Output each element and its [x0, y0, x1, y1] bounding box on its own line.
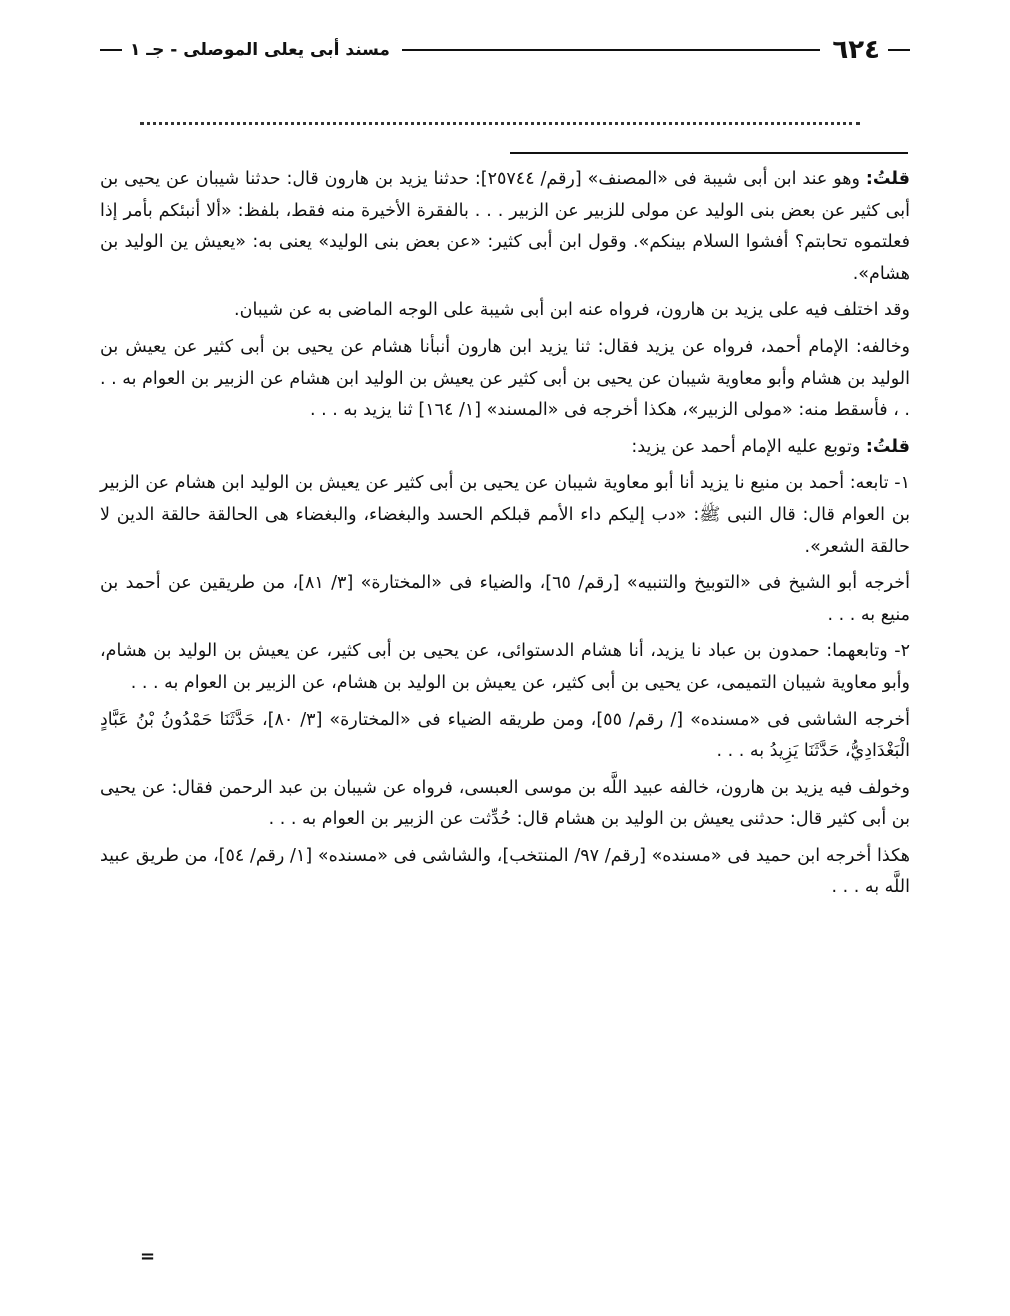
paragraph-text: هكذا أخرجه ابن حميد فى «مسنده» [رقم/ ٩٧/ المنتخب]، والشاشى فى «مسنده» [١/ رقم/ ٥٤]، من طريق عبيد اللَّه به . . . [100, 845, 910, 898]
paragraph-text: ٢- وتابعهما: حمدون بن عباد نا يزيد، أنا هشام الدستوائى، عن يحيى بن أبى كثير، عن يعيش بن الوليد بن هشام، وأبو معاوية شيبان التميمى، عن يحيى بن أبى كثير، عن يعيش بن الوليد بن هشام، عن الزبير بن العوام به . . . [100, 641, 910, 693]
paragraph-text: وخالفه: الإمام أحمد، فرواه عن يزيد فقال: ثنا يزيد ابن هارون أنبأنا هشام عن يحيى بن أبى كثير عن يعيش بن الوليد بن هشام وأبو معاوية شيبان عن يحيى بن أبى كثير عن يعيش بن الوليد ابن هشام عن الزبير بن العوام به . . . ، فأسقط منه: «مولى الزبير»، هكذا أخرجه فى «المسند» [١/ ١٦٤] ثنا يزيد به . . . [100, 336, 910, 421]
paragraph [100, 636, 910, 699]
paragraph-text: وتوبع عليه الإمام أحمد عن يزيد: [631, 436, 866, 457]
paragraph [100, 841, 910, 904]
paragraph-text: وهو عند ابن أبى شيبة فى «المصنف» [رقم/ ٢٥٧٤٤]: حدثنا يزيد بن هارون قال: حدثنا شيبان عن يحيى بن أبى كثير عن بعض بنى الوليد عن مولى للزبير عن الزبير . . . بالفقرة الأخيرة منه فقط، بلفظ: «ألا أنبئكم بأمر إذا فعلتموه تحابتم؟ أفشوا السلام بينكم». وقول ابن أبى كثير: «عن بعض بنى الوليد» يعنى به: «يعيش ين الوليد بن هشام». [100, 169, 910, 284]
paragraph [100, 705, 910, 768]
paragraph [100, 773, 910, 836]
paragraph [100, 432, 910, 464]
paragraph-text: ١- تابعه: أحمد بن منيع نا يزيد أنا أبو معاوية شيبان عن يحيى بن أبى كثير عن يعيش بن الوليد ابن هشام عن الزبير بن العوام قال: قال النبى ﷺ: «دب إليكم داء الأمم قبلكم الحسد والبغضاء، والبغضاء هى الحالقة حالقة الدين لا حالقة الشعر». [100, 473, 910, 557]
dotted-separator [140, 102, 860, 125]
paragraph-lead: قلتُ: [865, 169, 910, 189]
continuation-mark: = [140, 1246, 156, 1267]
header-dash [100, 49, 122, 51]
page-number: ٦٢٤ [832, 35, 880, 65]
paragraph [100, 164, 910, 290]
paragraph [100, 332, 910, 427]
book-title: مسند أبى يعلى الموصلى - جـ ١ [130, 40, 390, 60]
paragraph [100, 295, 910, 327]
paragraph-text: أخرجه أبو الشيخ فى «التوبيخ والتنبيه» [رقم/ ٦٥]، والضياء فى «المختارة» [٣/ ٨١]، من طريقين عن أحمد بن منيع به . . . [100, 573, 910, 625]
paragraph [100, 468, 910, 563]
footnote-body [100, 164, 910, 909]
paragraph-text: وقد اختلف فيه على يزيد بن هارون، فرواه عنه ابن أبى شيبة على الوجه الماضى به عن شيبان. [234, 300, 910, 321]
paragraph-text: وخولف فيه يزيد بن هارون، خالفه عبيد اللَّه بن موسى العبسى، فرواه عن شيبان بن عبد الرحمن فقال: عن يحيى بن أبى كثير قال: حدثنى يعيش بن الوليد بن هشام قال: حُدِّثت عن الزبير بن العوام به . . . [100, 777, 910, 830]
footnote-rule [510, 152, 908, 154]
header-dash [888, 49, 910, 51]
header-rule [402, 49, 820, 51]
paragraph-lead: قلتُ: [865, 436, 910, 457]
page-header [100, 30, 910, 70]
paragraph [100, 568, 910, 631]
paragraph-text: أخرجه الشاشى فى «مسنده» [/ رقم/ ٥٥]، ومن طريقه الضياء فى «المختارة» [٣/ ٨٠]، حَدَّثَنَا حَمْدُونُ بْنُ عَبَّادٍ الْبَغْدَادِيُّ، حَدَّثَنَا يَزِيدُ به . . . [100, 709, 910, 762]
